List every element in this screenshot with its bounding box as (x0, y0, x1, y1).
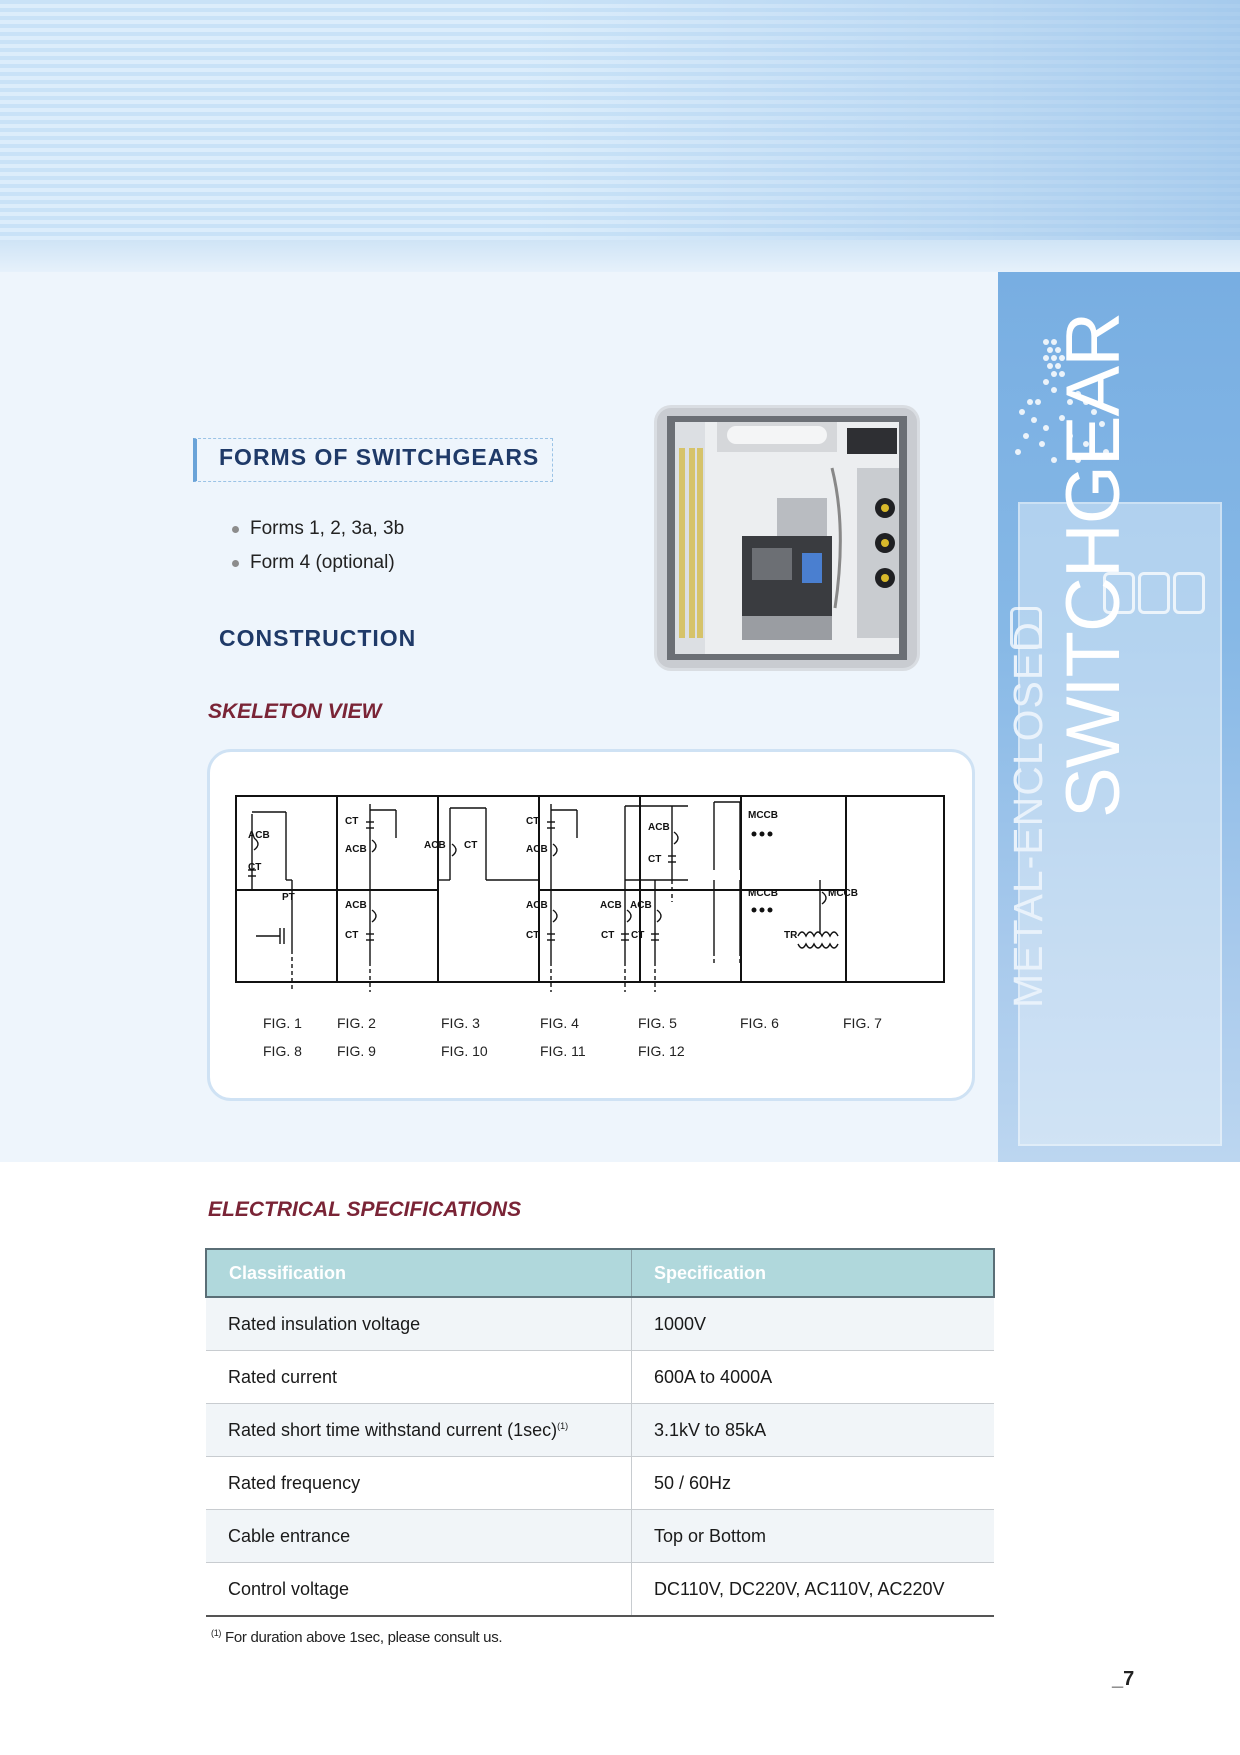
acb-symbol-label: ACB (424, 840, 446, 851)
fig-label: FIG. 11 (540, 1043, 586, 1059)
fig-label: FIG. 5 (638, 1015, 677, 1031)
table-row (206, 1404, 994, 1457)
specs-table (205, 1248, 995, 1617)
acb-symbol-label: ACB (630, 900, 652, 911)
header-banner-strip (0, 240, 1240, 272)
list-item: Form 4 (optional) (230, 546, 404, 580)
fig-label: FIG. 4 (540, 1015, 579, 1031)
mccb-symbol-label: MCCB (748, 888, 778, 899)
fig-label: FIG. 6 (740, 1015, 779, 1031)
ct-symbol-label: CT (248, 862, 262, 873)
table-cell: 50 / 60Hz (632, 1457, 995, 1510)
note-marker: (1) (557, 1420, 569, 1431)
list-item: Forms 1, 2, 3a, 3b (230, 512, 404, 546)
skeleton-diagram-card (207, 749, 975, 1101)
page-number: _7 (1112, 1668, 1135, 1690)
tr-symbol-label: TR (784, 930, 798, 941)
brand-title: SWITCHGEAR (1051, 312, 1136, 818)
note-marker: (1) (211, 1628, 222, 1638)
table-cell: 600A to 4000A (632, 1351, 995, 1404)
ct-symbol-label: CT (345, 816, 359, 827)
header-banner-shading (520, 0, 1240, 272)
fig-label: FIG. 1 (263, 1015, 302, 1031)
table-row (206, 1563, 994, 1617)
forms-heading: FORMS OF SWITCHGEARS (219, 444, 540, 470)
table-cell: Rated short time withstand current $(1\sec)^{(1)}$ (206, 1404, 632, 1457)
bullet-icon (232, 526, 239, 533)
gauge-icon (1173, 572, 1205, 614)
bullet-icon (232, 560, 239, 567)
ct-symbol-label: CT (526, 930, 540, 941)
ct-symbol-label: CT (601, 930, 615, 941)
ct-symbol-label: CT (464, 840, 478, 851)
table-row (206, 1297, 994, 1351)
fig-label: FIG. 8 (263, 1043, 302, 1059)
mccb-symbol-label: MCCB (748, 810, 778, 821)
table-row (206, 1351, 994, 1404)
fig-label: FIG. 9 (337, 1043, 376, 1059)
ct-symbol-label: CT (631, 930, 645, 941)
column-header: Specification (632, 1249, 995, 1297)
specs-heading: ELECTRICAL SPECIFICATIONS (208, 1198, 522, 1221)
gauge-icon (1138, 572, 1170, 614)
single-line-diagram (210, 752, 972, 1098)
table-row (206, 1510, 994, 1563)
fig-label: FIG. 12 (638, 1043, 685, 1059)
ct-symbol-label: CT (526, 816, 540, 827)
table-cell: 1000V (632, 1297, 995, 1351)
forms-list (230, 512, 404, 580)
switchgear-interior-image (657, 408, 917, 668)
acb-symbol-label: ACB (345, 844, 367, 855)
fig-label: FIG. 7 (843, 1015, 882, 1031)
table-cell: Rated insulation voltage (206, 1297, 632, 1351)
ct-symbol-label: CT (345, 930, 359, 941)
table-header-row (206, 1249, 994, 1297)
acb-symbol-label: ACB (526, 900, 548, 911)
brand-subtitle: METAL-ENCLOSED (1005, 621, 1051, 1008)
table-cell: 3.1kV to 85kA (632, 1404, 995, 1457)
fig-label: FIG. 2 (337, 1015, 376, 1031)
footnote: $^{(1)}$ For duration above 1sec, please consult us. (211, 1628, 503, 1646)
acb-symbol-label: ACB (248, 830, 270, 841)
table-cell: Rated current (206, 1351, 632, 1404)
table-row (206, 1457, 994, 1510)
acb-symbol-label: ACB (526, 844, 548, 855)
acb-symbol-label: ACB (600, 900, 622, 911)
acb-symbol-label: ACB (345, 900, 367, 911)
fig-label: FIG. 10 (441, 1043, 488, 1059)
switchgear-photo (657, 408, 917, 668)
construction-heading: CONSTRUCTION (219, 625, 417, 651)
pt-symbol-label: PT (282, 892, 295, 903)
ct-symbol-label: CT (648, 854, 662, 865)
table-cell: Rated frequency (206, 1457, 632, 1510)
table-cell: Top or Bottom (632, 1510, 995, 1563)
mccb-symbol-label: MCCB (828, 888, 858, 899)
column-header: Classification (206, 1249, 632, 1297)
acb-symbol-label: ACB (648, 822, 670, 833)
fig-label: FIG. 3 (441, 1015, 480, 1031)
table-cell: Control voltage (206, 1563, 632, 1617)
table-cell: Cable entrance (206, 1510, 632, 1563)
skeleton-heading: SKELETON VIEW (208, 700, 382, 723)
table-cell: DC110V, DC220V, AC110V, AC220V (632, 1563, 995, 1617)
